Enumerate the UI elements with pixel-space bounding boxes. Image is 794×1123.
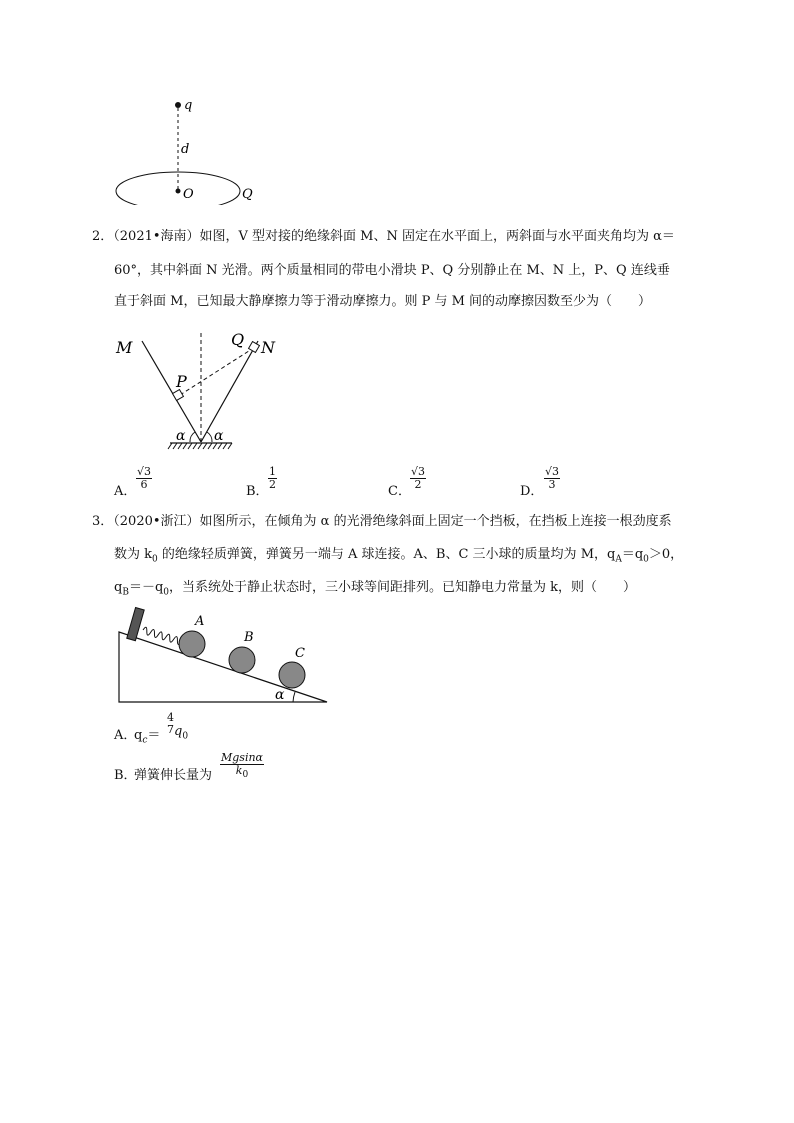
q3-option-b-den: [220, 765, 264, 781]
label-B: B: [244, 630, 254, 645]
label-C: C: [295, 646, 305, 661]
label-alpha-left: α: [176, 428, 186, 444]
option-c-den: 2: [414, 478, 422, 491]
option-c-fraction: [410, 466, 426, 491]
ball-B: [229, 647, 255, 673]
option-a-letter: A．: [114, 484, 137, 499]
q2-line-2: 60°，其中斜面 N 光滑。两个质量相同的带电小滑块 P、Q 分别静止在 M、N 上，P、Q 连线垂: [114, 263, 670, 278]
label-Q: Q: [242, 187, 253, 202]
q3-option-a-tail-sub: 0: [182, 731, 189, 742]
label-Q: Q: [231, 330, 245, 349]
q3-line-1: 3．（2020•浙江）如图所示，在倾角为 α 的光滑绝缘斜面上固定一个挡板，在挡板上连接一根劲度系: [92, 514, 672, 529]
option-b-den: 2: [269, 478, 276, 491]
option-a-den: 6: [140, 478, 148, 491]
q3-line-2-sub-b: A: [615, 554, 622, 565]
q3-line-3-sub-a: B: [122, 587, 129, 598]
option-b-fraction: [268, 466, 277, 491]
q3-line-3-part-b: ＝－q: [128, 580, 164, 595]
q3-option-b-den-sub: 0: [242, 770, 249, 781]
q3-option-a-tail: [174, 724, 188, 742]
q3-option-a-den: 7: [167, 723, 174, 736]
v-slope-figure: [110, 325, 290, 455]
slope-M: [142, 341, 201, 442]
label-O: O: [183, 187, 194, 202]
q3-option-a-sub: c: [142, 735, 148, 746]
label-A: A: [195, 614, 205, 629]
q3-line-2-part-a: 数为 k: [114, 547, 153, 562]
q3-line-2-sub-c: 0: [643, 554, 649, 565]
option-d-letter: D．: [520, 484, 544, 499]
label-N: N: [261, 338, 275, 357]
option-a-fraction: [136, 466, 152, 491]
q3-option-b-num: Mgsinα: [221, 751, 263, 764]
option-b-num: 1: [269, 465, 276, 478]
q3-line-3-part-c: ，当系统处于静止状态时，三小球等间距排列。已知静电力常量为 k，则（ ）: [169, 580, 637, 595]
pq-dashed-line: [180, 349, 252, 395]
q3-line-2: [114, 546, 683, 569]
q2-line-3: 直于斜面 M，已知最大静摩擦力等于滑动摩擦力。则 P 与 M 间的动摩擦因数至少为（ ）: [114, 294, 652, 309]
option-d-num: √3: [545, 465, 560, 478]
label-d: d: [181, 142, 190, 157]
block-Q: [249, 342, 260, 353]
q3-option-b-fraction: [220, 752, 264, 781]
option-b-letter: B．: [246, 484, 269, 499]
label-alpha: α: [275, 687, 285, 703]
incline-figure: [110, 604, 335, 706]
q3-line-2-part-c: ＝q: [621, 547, 644, 562]
angle-arc-right: [207, 432, 212, 442]
baffle-plate: [127, 608, 144, 641]
q3-option-b-den-k: k: [235, 764, 243, 777]
q3-option-a[interactable]: [114, 712, 234, 744]
slope-N: [201, 341, 258, 442]
point-charge-q: [175, 102, 181, 108]
q3-option-a-letter: A．: [114, 728, 137, 743]
label-P: P: [176, 372, 187, 391]
label-M: M: [116, 338, 133, 357]
q3-line-3-part-a: q: [114, 580, 123, 595]
ball-A: [179, 631, 205, 657]
q3-line-3-sub-b: 0: [163, 587, 170, 598]
option-c-letter: C．: [388, 484, 411, 499]
q3-option-a-num: 4: [167, 711, 174, 724]
ring-charge-figure: [110, 95, 280, 205]
q3-option-b-text: 弹簧伸长量为: [134, 768, 213, 783]
q3-line-2-sub-a: 0: [152, 554, 158, 565]
option-a-num: √3: [137, 465, 152, 478]
q3-line-2-part-d: ＞0，: [648, 547, 684, 562]
q3-option-a-eq: ＝: [147, 728, 161, 743]
option-d-den: 3: [548, 478, 556, 491]
q3-line-2-part-b: 的绝缘轻质弹簧，弹簧另一端与 A 球连接。A、B、C 三小球的质量均为 M，q: [157, 547, 616, 562]
q3-option-b[interactable]: [114, 752, 294, 788]
q3-option-a-var: [134, 724, 160, 746]
q3-option-a-tail-q: q: [174, 724, 183, 739]
q3-option-b-letter: B．: [114, 768, 137, 783]
q3-option-a-q: q: [134, 728, 143, 743]
option-d-fraction: [544, 466, 560, 491]
q2-line-1: 2．（2021•海南）如图，V 型对接的绝缘斜面 M、N 固定在水平面上，两斜面与水平面夹角均为 α＝: [92, 229, 675, 244]
label-q: q: [184, 98, 193, 113]
ball-C: [279, 662, 305, 688]
label-alpha-right: α: [214, 428, 224, 444]
angle-arc-left: [190, 432, 195, 442]
ring-center-O: [176, 189, 181, 194]
block-P: [173, 390, 184, 401]
option-c-num: √3: [411, 465, 426, 478]
q3-line-3: [114, 579, 636, 602]
